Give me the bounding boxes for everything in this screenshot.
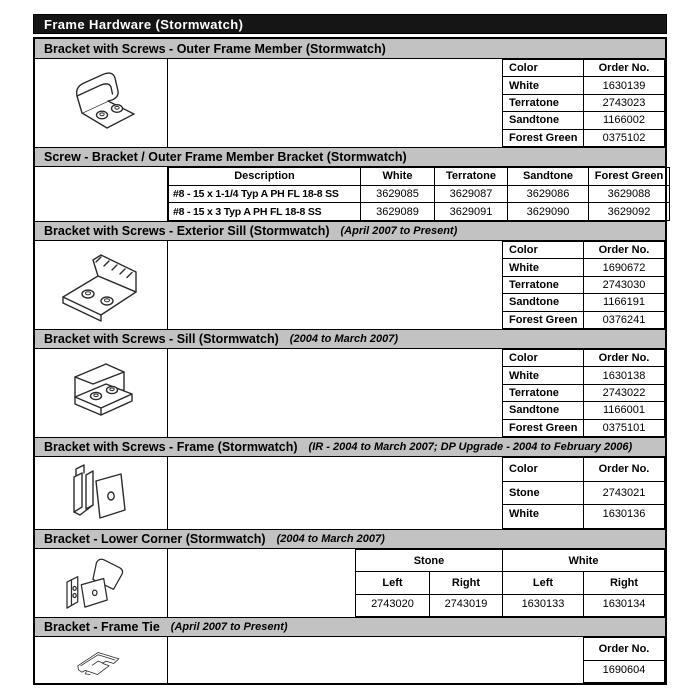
sill-bracket-illustration	[35, 349, 168, 437]
bracket-drawing-icon	[46, 638, 156, 682]
exterior-sill-order-table	[502, 241, 665, 329]
color-cell: Sandtone	[503, 294, 584, 311]
color-cell: Forest Green	[503, 419, 584, 436]
section-content-frame-tie	[35, 637, 665, 683]
order-no-cell: 1166002	[584, 112, 665, 129]
table-row	[169, 203, 670, 221]
empty-cell	[168, 349, 502, 437]
column-header-order-no: Order No.	[584, 350, 665, 367]
page-title: Frame Hardware (Stormwatch)	[44, 16, 244, 32]
order-no-cell: 1630136	[584, 505, 665, 529]
order-no-cell: 3629091	[435, 203, 508, 221]
exterior-sill-bracket-illustration	[35, 241, 168, 329]
section-header-lower-corner	[35, 529, 665, 549]
table-row	[503, 259, 665, 276]
section-header-exterior-sill	[35, 221, 665, 241]
section-title: Bracket with Screws - Exterior Sill (Stormwatch)	[44, 224, 330, 238]
column-header-order-no: Order No.	[584, 60, 665, 77]
color-cell: White	[503, 505, 584, 529]
color-cell: Terratone	[503, 276, 584, 293]
order-no-cell: 2743023	[584, 94, 665, 111]
color-cell: Stone	[503, 481, 584, 505]
table-row	[503, 367, 665, 384]
color-cell: Sandtone	[503, 402, 584, 419]
frame-order-table	[502, 457, 665, 529]
table-row	[503, 481, 665, 505]
column-header-terratone: Terratone	[435, 168, 508, 186]
outer-frame-member-order-table	[502, 59, 665, 147]
column-header-color: Color	[503, 242, 584, 259]
bracket-drawing-icon	[46, 353, 156, 433]
bracket-drawing-icon	[46, 549, 156, 617]
section-title: Bracket - Lower Corner (Stormwatch)	[44, 532, 266, 546]
order-no-cell: 3629089	[361, 203, 435, 221]
section-date-note: (IR - 2004 to March 2007; DP Upgrade - 2004 to February 2006)	[308, 441, 633, 453]
lower-corner-bracket-illustration	[35, 549, 168, 617]
column-header-sandtone: Sandtone	[508, 168, 589, 186]
section-content-lower-corner	[35, 549, 665, 617]
description-cell: #8 - 15 x 1-1/4 Typ A PH FL 18-8 SS	[169, 185, 361, 203]
description-cell: #8 - 15 x 3 Typ A PH FL 18-8 SS	[169, 203, 361, 221]
section-date-note: (2004 to March 2007)	[289, 333, 399, 345]
empty-cell	[168, 457, 502, 529]
table-row	[355, 594, 664, 616]
column-header-color: Color	[503, 350, 584, 367]
frame-tie-order-table	[583, 637, 665, 683]
section-date-note: (2004 to March 2007)	[276, 533, 385, 545]
bracket-drawing-icon	[46, 457, 156, 529]
table-row	[503, 419, 665, 436]
column-header-order-no: Order No.	[584, 458, 665, 482]
sill-order-table	[502, 349, 665, 437]
lower-corner-order-table	[355, 549, 665, 617]
section-content-outer-frame-member	[35, 59, 665, 147]
color-cell: Terratone	[503, 384, 584, 401]
table-row	[169, 185, 670, 203]
order-no-cell: 3629090	[508, 203, 589, 221]
group-header-white: White	[502, 550, 664, 572]
section-title: Bracket with Screws - Frame (Stormwatch)	[44, 440, 298, 454]
section-content-exterior-sill	[35, 241, 665, 329]
catalog-sheet	[33, 14, 667, 685]
group-header-stone: Stone	[355, 550, 502, 572]
table-row	[503, 294, 665, 311]
order-no-cell: 2743019	[429, 594, 502, 616]
order-no-cell: 3629088	[589, 185, 670, 203]
section-content-frame	[35, 457, 665, 529]
order-no-cell: 2743030	[584, 276, 665, 293]
section-content-screw-bracket	[35, 167, 665, 221]
order-no-cell: 3629086	[508, 185, 589, 203]
order-no-cell: 3629087	[435, 185, 508, 203]
page-title-bar	[33, 14, 667, 34]
table-row	[503, 276, 665, 293]
order-no-cell: 1630139	[584, 77, 665, 94]
table-row	[503, 94, 665, 111]
column-header-left: Left	[355, 572, 429, 594]
column-header-description: Description	[169, 168, 361, 186]
section-header-frame	[35, 437, 665, 457]
order-no-cell: 0375102	[584, 129, 665, 146]
empty-cell	[168, 637, 583, 683]
order-no-cell: 1630134	[583, 594, 664, 616]
frame-tie-bracket-illustration	[35, 637, 168, 683]
order-no-cell: 0376241	[584, 311, 665, 328]
table-row	[503, 311, 665, 328]
column-header-left: Left	[502, 572, 583, 594]
column-header-order-no: Order No.	[584, 638, 665, 661]
section-date-note: (April 2007 to Present)	[170, 621, 288, 633]
section-header-frame-tie	[35, 617, 665, 637]
color-cell: White	[503, 77, 584, 94]
screw-order-table	[168, 167, 670, 221]
table-row	[503, 77, 665, 94]
table-row	[503, 129, 665, 146]
order-no-cell: 2743020	[355, 594, 429, 616]
bracket-drawing-icon	[46, 63, 156, 143]
color-cell: White	[503, 259, 584, 276]
empty-cell	[168, 241, 502, 329]
section-date-note: (April 2007 to Present)	[340, 225, 458, 237]
empty-illustration-cell	[35, 167, 168, 221]
order-no-cell: 1630138	[584, 367, 665, 384]
order-no-cell: 1690604	[584, 660, 665, 683]
table-row	[503, 505, 665, 529]
section-header-sill	[35, 329, 665, 349]
column-header-forest-green: Forest Green	[589, 168, 670, 186]
empty-cell	[168, 59, 502, 147]
section-title: Bracket with Screws - Sill (Stormwatch)	[44, 332, 279, 346]
column-header-color: Color	[503, 458, 584, 482]
order-no-cell: 1690672	[584, 259, 665, 276]
order-no-cell: 3629092	[589, 203, 670, 221]
section-header-screw-bracket	[35, 147, 665, 167]
order-no-cell: 2743021	[584, 481, 665, 505]
color-cell: Sandtone	[503, 112, 584, 129]
color-cell: Terratone	[503, 94, 584, 111]
order-no-cell: 1166001	[584, 402, 665, 419]
section-title: Bracket with Screws - Outer Frame Member (Stormwatch)	[44, 41, 386, 56]
hardware-table-block	[33, 37, 667, 685]
bracket-drawing-icon	[46, 245, 156, 325]
color-cell: White	[503, 367, 584, 384]
table-row	[503, 112, 665, 129]
table-row	[584, 660, 665, 683]
order-no-cell: 1166191	[584, 294, 665, 311]
order-no-cell: 3629085	[361, 185, 435, 203]
empty-cell	[168, 549, 355, 617]
section-header-outer-frame-member	[35, 39, 665, 59]
section-title: Bracket - Frame Tie	[44, 620, 160, 634]
frame-bracket-illustration	[35, 457, 168, 529]
order-no-cell: 0375101	[584, 419, 665, 436]
section-content-sill	[35, 349, 665, 437]
order-no-cell: 1630133	[502, 594, 583, 616]
column-header-color: Color	[503, 60, 584, 77]
outer-frame-member-bracket-illustration	[35, 59, 168, 147]
color-cell: Forest Green	[503, 129, 584, 146]
order-no-cell: 2743022	[584, 384, 665, 401]
column-header-white: White	[361, 168, 435, 186]
column-header-order-no: Order No.	[584, 242, 665, 259]
table-row	[503, 384, 665, 401]
section-title: Screw - Bracket / Outer Frame Member Bracket (Stormwatch)	[44, 150, 407, 164]
column-header-right: Right	[429, 572, 502, 594]
table-row	[503, 402, 665, 419]
color-cell: Forest Green	[503, 311, 584, 328]
column-header-right: Right	[583, 572, 664, 594]
